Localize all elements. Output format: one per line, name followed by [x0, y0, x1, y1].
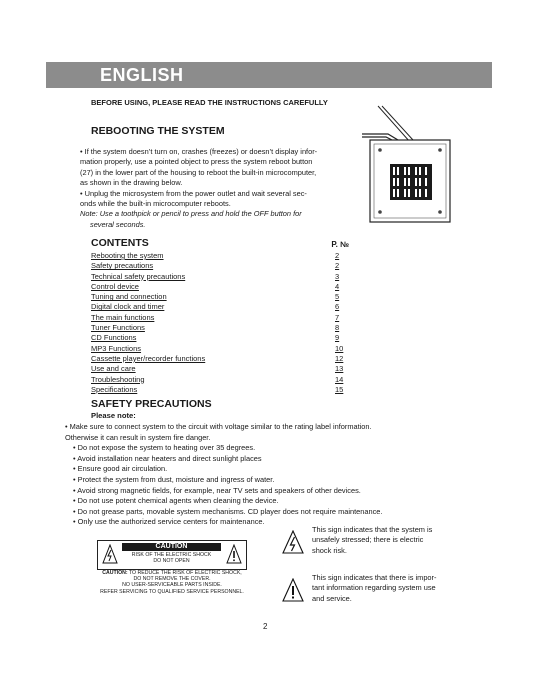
toc-page: 2 [335, 251, 340, 260]
toc-label[interactable]: The main functions [91, 312, 155, 322]
safety-item: • Ensure good air circulation. [73, 464, 168, 474]
info-text-line-3: and service. [312, 593, 352, 603]
toc-item[interactable] [91, 302, 349, 312]
safety-item: • Avoid installation near heaters and direct sunlight places [73, 453, 262, 463]
contents-section [91, 237, 349, 395]
caution-label [97, 540, 247, 598]
page-title: ENGLISH [100, 65, 184, 85]
toc-label[interactable]: Tuning and connection [91, 292, 167, 302]
toc-item[interactable] [91, 344, 349, 354]
safety-note: Please note: [91, 411, 136, 420]
caution-line-2: DO NOT REMOVE THE COVER. [133, 576, 211, 583]
toc-label[interactable]: Digital clock and timer [91, 302, 165, 312]
reboot-bullet-2-line-2: onds while the built-in microcomputer reboots. [80, 199, 231, 209]
page-number: 2 [263, 622, 268, 631]
contents-page-header: P. № [331, 240, 349, 249]
header-banner [46, 62, 492, 88]
contents-header [91, 237, 349, 249]
safety-item: • Do not use potent chemical agents when cleaning the device. [73, 496, 279, 506]
toc-item[interactable] [91, 385, 349, 395]
safety-list [65, 422, 465, 528]
reboot-bullet-1: • If the system doesn’t turn on, crashes (freezes) or doesn’t display infor- [80, 147, 318, 156]
toc-label[interactable]: MP3 Functions [91, 343, 142, 353]
electric-shock-sign-text [312, 525, 452, 556]
important-info-sign-text [312, 573, 452, 604]
toc-page: 3 [335, 271, 340, 281]
shock-text-line-2: unsafely stressed; there is electric [312, 535, 424, 545]
reboot-bullet-2: • Unplug the microsystem from the power outlet and wait several sec- [80, 188, 307, 198]
lightning-warning-icon [102, 544, 118, 564]
caution-heading: CAUTION [122, 543, 221, 551]
reboot-bullet-1-line-2: mation properly, use a pointed object to press the system reboot button [80, 157, 313, 167]
toc-page: 5 [335, 292, 340, 302]
shock-text-line-3: shock risk. [312, 545, 347, 555]
safety-item: • Protect the system from dust, moisture and ingress of water. [73, 474, 275, 484]
toc-label[interactable]: Cassette player/recorder functions [91, 353, 206, 363]
toc-item[interactable] [91, 375, 349, 385]
caution-risk-text: RISK OF THE ELECTRIC SHOCK [131, 552, 212, 558]
toc-label[interactable]: Rebooting the system [91, 251, 164, 260]
toc-page: 7 [335, 312, 340, 322]
toc-page: 14 [335, 374, 344, 384]
toc-page: 10 [335, 343, 344, 353]
toc-page: 4 [335, 281, 340, 291]
toc-page: 6 [335, 302, 340, 312]
toc-label[interactable]: Control device [91, 281, 139, 291]
toc-page: 13 [335, 364, 344, 374]
device-reboot-drawing [358, 104, 458, 226]
toc-item[interactable] [91, 292, 349, 302]
caution-line-1: TO REDUCE THE RISK OF ELECTRIC SHOCK, [127, 570, 242, 576]
caution-top-box [97, 540, 247, 570]
toc-list [91, 251, 349, 395]
reboot-title: REBOOTING THE SYSTEM [91, 125, 225, 137]
electric-shock-sign-icon [282, 530, 304, 554]
toc-label[interactable]: Safety precautions [91, 261, 154, 271]
toc-item[interactable] [91, 261, 349, 271]
info-text-line-2: tant information regarding system use [312, 583, 436, 593]
toc-page: 15 [335, 384, 344, 394]
reboot-bullet-1-line-3: (27) in the lower part of the housing to reboot the built-in microcomputer, [80, 167, 317, 177]
safety-item: • Only use the authorized service centers for maintenance. [73, 517, 265, 527]
toc-page: 8 [335, 323, 340, 333]
reboot-text [80, 147, 370, 230]
safety-item: • Do not expose the system to heating over 35 degrees. [73, 443, 256, 453]
toc-item[interactable] [91, 251, 349, 261]
toc-label[interactable]: Tuner Functions [91, 323, 145, 333]
toc-page: 12 [335, 353, 344, 363]
caution-do-not-open: DO NOT OPEN [153, 558, 190, 565]
safety-item: • Do not grease parts, movable system mechanisms. CD player does not require maintenance. [73, 506, 383, 516]
toc-label[interactable]: Technical safety precautions [91, 271, 186, 281]
safety-title: SAFETY PRECAUTIONS [91, 398, 212, 410]
reboot-bullet-1-line-4: as shown in the drawing below. [80, 178, 183, 188]
safety-item: • Avoid strong magnetic fields, for example, near TV sets and speakers of other devices. [73, 485, 361, 495]
toc-item[interactable] [91, 323, 349, 333]
caution-line-3: NO USER-SERVICEABLE PARTS INSIDE. [122, 582, 222, 589]
caution-line-4: REFER SERVICING TO QUALIFIED SERVICE PERSONNEL. [100, 588, 244, 595]
before-using-notice: BEFORE USING, PLEASE READ THE INSTRUCTIONS CAREFULLY [91, 98, 328, 107]
toc-item[interactable] [91, 364, 349, 374]
exclamation-warning-icon [226, 544, 242, 564]
caution-instructions [97, 570, 247, 595]
toc-label[interactable]: Use and care [91, 364, 136, 374]
toc-label[interactable]: CD Functions [91, 333, 137, 343]
important-info-sign-icon [282, 578, 304, 602]
safety-item-continued: Otherwise it can result in system fire danger. [65, 432, 211, 442]
shock-text-line-1: This sign indicates that the system is [312, 525, 433, 534]
safety-item: • Make sure to connect system to the circuit with voltage similar to the rating label information. [65, 422, 372, 431]
info-text-line-1: This sign indicates that there is impor- [312, 573, 437, 582]
toc-item[interactable] [91, 333, 349, 343]
contents-title: CONTENTS [91, 237, 149, 249]
toc-item[interactable] [91, 354, 349, 364]
reboot-note-line-2: several seconds. [90, 219, 146, 229]
toc-page: 9 [335, 333, 340, 343]
toc-label[interactable]: Troubleshooting [91, 374, 145, 384]
caution-bold-label: CAUTION: [102, 570, 128, 576]
toc-item[interactable] [91, 272, 349, 282]
toc-item[interactable] [91, 282, 349, 292]
caution-subtext [122, 552, 221, 565]
toc-label[interactable]: Specifications [91, 384, 138, 394]
toc-page: 2 [335, 261, 340, 271]
reboot-note: Note: Use a toothpick or pencil to press and hold the OFF button for [80, 209, 302, 219]
toc-item[interactable] [91, 313, 349, 323]
